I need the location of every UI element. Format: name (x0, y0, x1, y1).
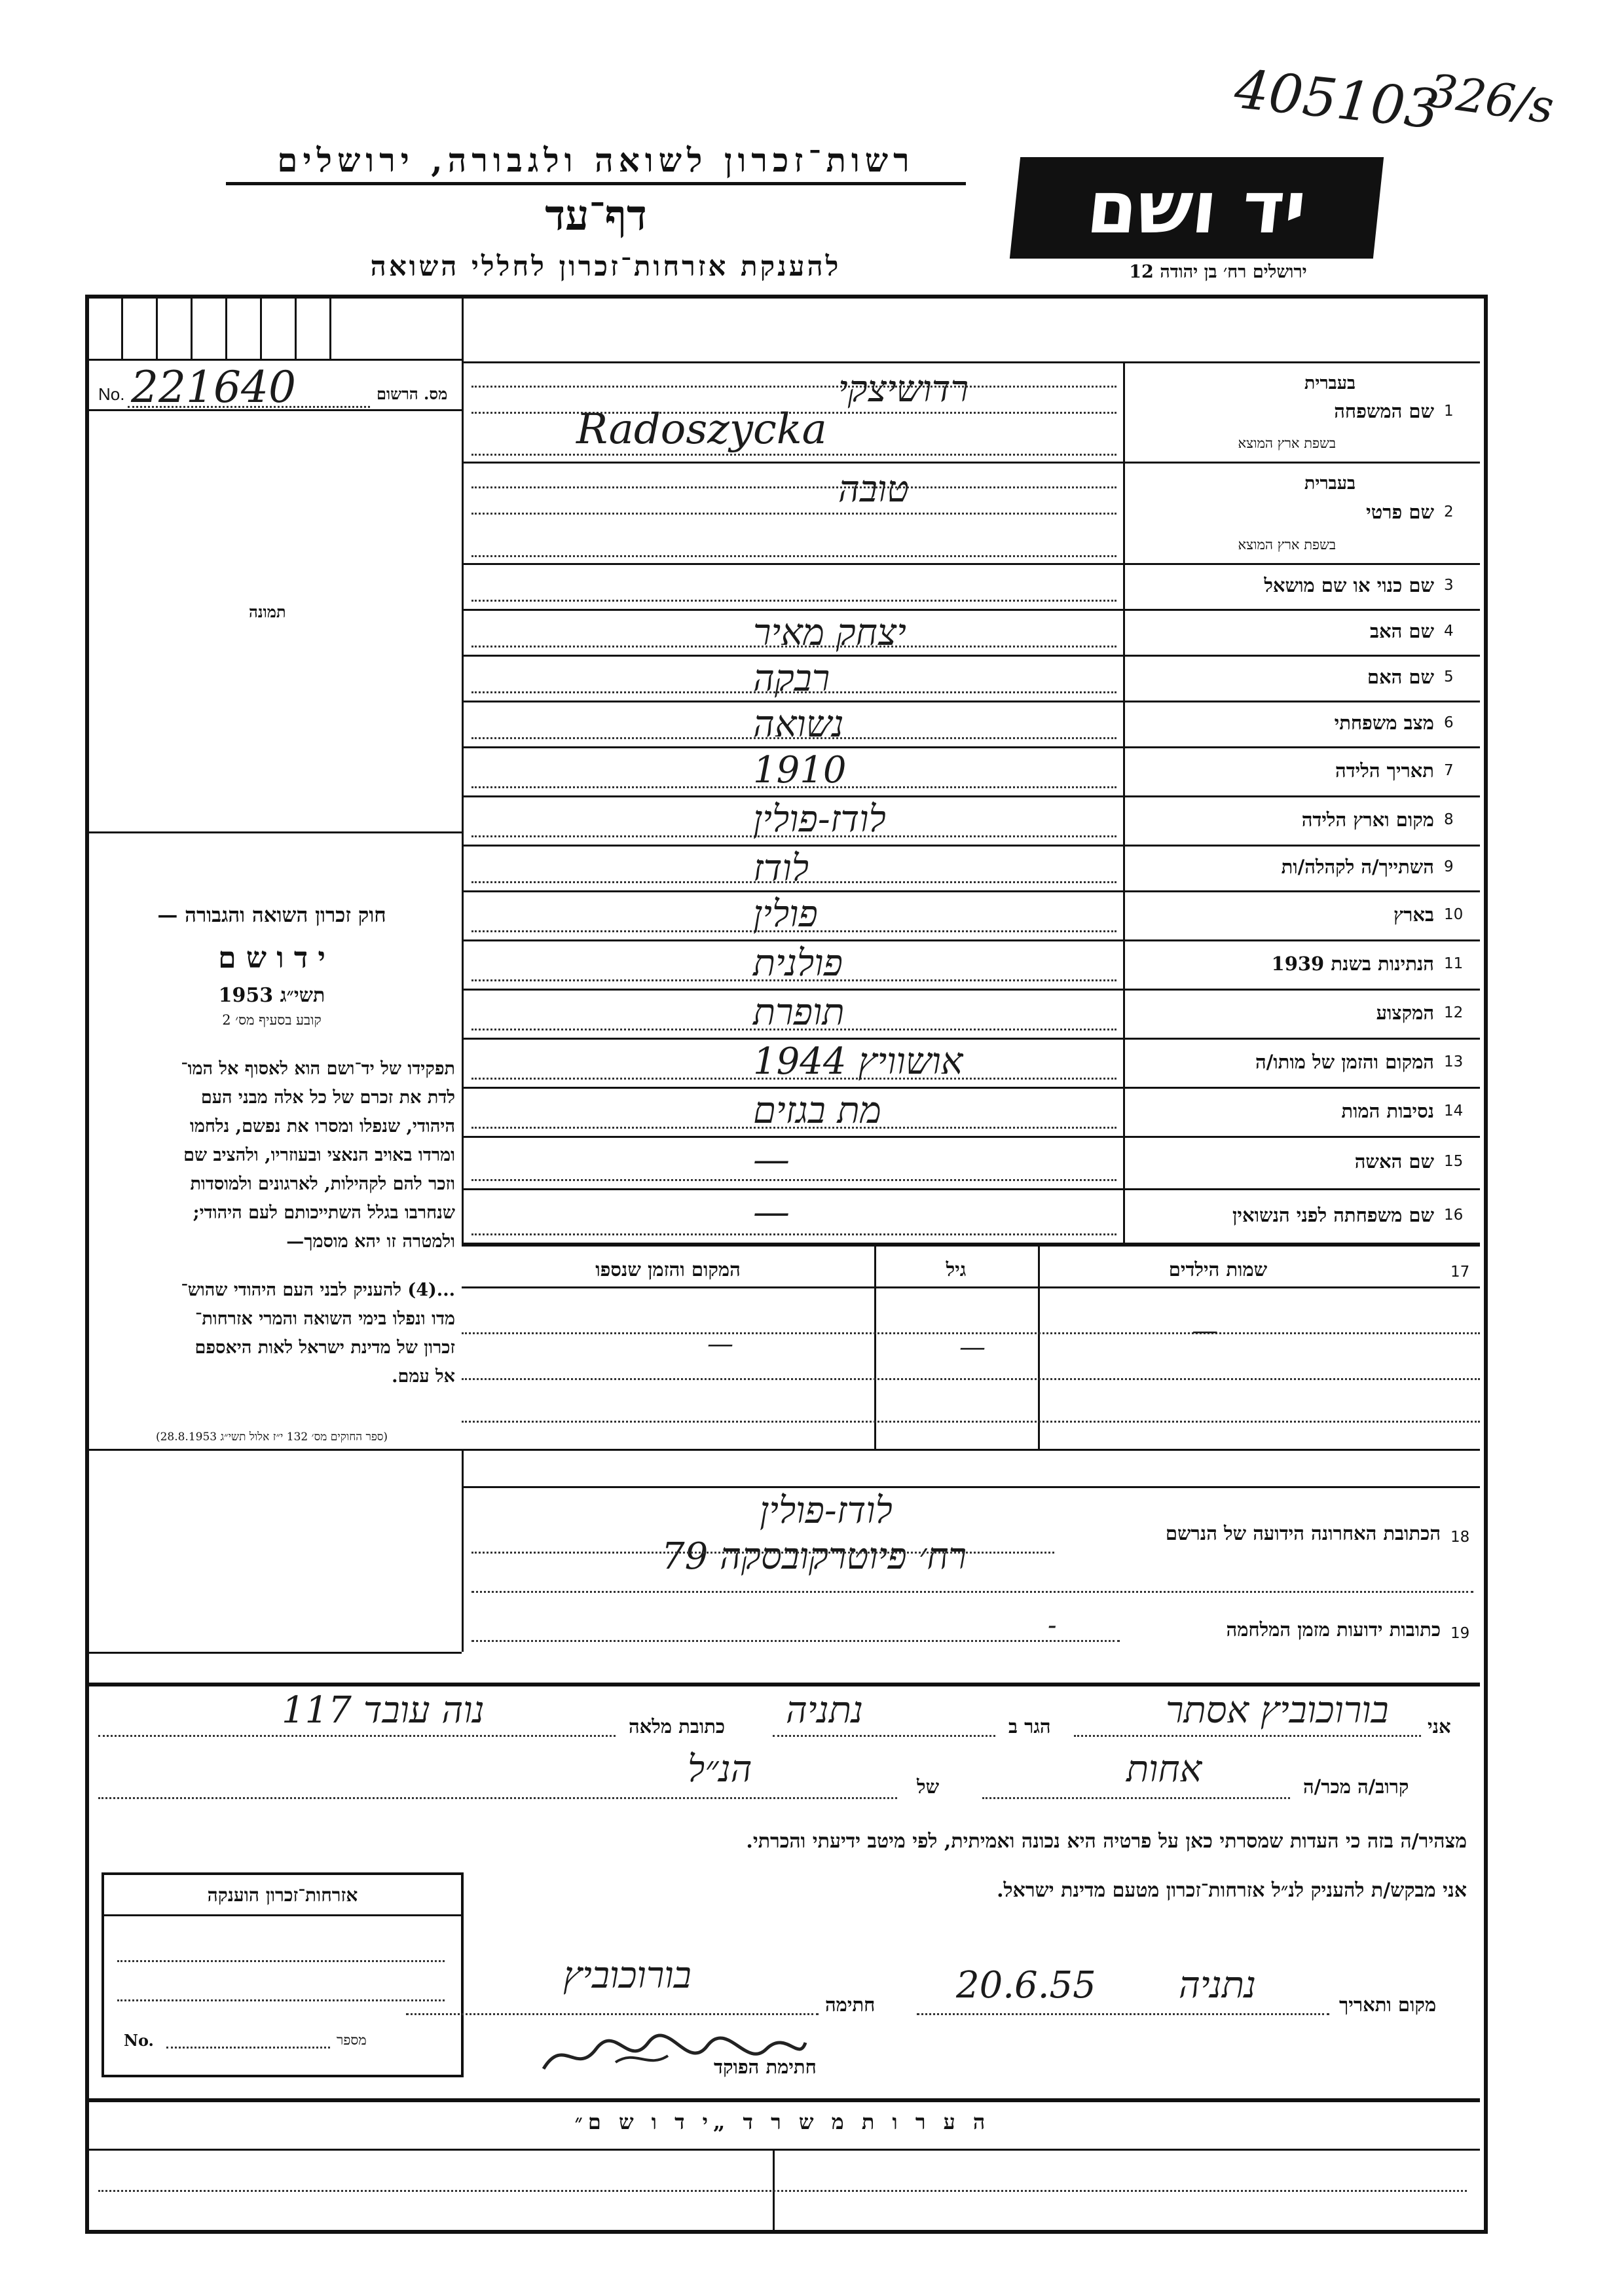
field-8-label: מקום וארץ הלידה (1301, 808, 1434, 831)
field-1-value-hebrew: רדושיצקי (838, 368, 969, 410)
field-row-separator (462, 1087, 1480, 1089)
law-line: שנחרבו בגלל השתייכותם לעם היהודי; (193, 1203, 455, 1223)
field-11-number: 11 (1444, 955, 1464, 972)
yad-vashem-logo (1010, 157, 1384, 259)
value-line (471, 1179, 1116, 1181)
field-2-number: 2 (1444, 503, 1454, 520)
field-11-value: פולנית (753, 942, 843, 985)
archive-number: 405103 (1231, 58, 1443, 142)
field-row-separator (462, 655, 1480, 657)
field-row-separator (462, 890, 1480, 892)
law-line: ומרדו באויב הנאצי ובעוזריו, ולהציב שם (183, 1145, 455, 1165)
field-14-value: מת בגזים (753, 1089, 881, 1132)
field-row-separator (462, 563, 1480, 565)
award-title: אזרחות־זכרון הוענקה (104, 1884, 461, 1916)
field-row-separator (462, 1188, 1480, 1190)
value-divider (471, 513, 1116, 515)
field-10-number: 10 (1444, 905, 1464, 923)
archive-suffix: 326/s (1424, 63, 1557, 135)
field-13-label: המקום והזמן של מותו/ה (1255, 1050, 1434, 1073)
field-12-number: 12 (1444, 1004, 1464, 1021)
declaration-place: נתניה (1179, 1964, 1257, 2007)
field-4-number: 4 (1444, 623, 1454, 640)
logo-address: ירושלים רח׳ בן יהודה 12 (1129, 262, 1307, 282)
registration-en-label: No. (98, 384, 125, 404)
field-5-label: שם האם (1367, 666, 1434, 688)
field-3-number: 3 (1444, 577, 1454, 594)
law-line: תפקידו של יד־ושם הוא לאסוף אל המו־ (181, 1059, 455, 1079)
children-header-place: המקום והזמן שנספו (595, 1258, 741, 1281)
field-18-line2: רח׳ פיוטרקובסקה 79 (661, 1535, 967, 1578)
signature-label: חתימה (825, 1994, 876, 2016)
field-14-number: 14 (1444, 1102, 1464, 1120)
field-3-label: שם כנוי או שם מושאל (1264, 574, 1434, 596)
field-row-separator (462, 989, 1480, 991)
field-5-value: רבקה (753, 657, 830, 700)
field-13-number: 13 (1444, 1053, 1464, 1070)
law-paragraph-2 (88, 1276, 455, 1391)
value-line (471, 1233, 1116, 1235)
field-row-separator (462, 939, 1480, 941)
field-15-value: — (753, 1139, 790, 1181)
child-name-dash: — (1192, 1316, 1218, 1346)
value-line (471, 386, 1116, 388)
field-row-separator (462, 609, 1480, 611)
children-header-names: שמות הילדים (1168, 1258, 1268, 1281)
field-1-sub-origin: בשפת ארץ המוצא (1238, 435, 1336, 451)
field-19-label: כתובות ידועות מזמן המלחמה (1226, 1618, 1441, 1641)
field-2-value-hebrew: טובה (838, 468, 909, 511)
field-row-separator (462, 746, 1480, 748)
declarant-city: נתניה (786, 1689, 864, 1732)
field-7-number: 7 (1444, 761, 1454, 779)
field-9-value: לודז (753, 847, 809, 890)
field-5-number: 5 (1444, 668, 1454, 685)
field-15-number: 15 (1444, 1153, 1464, 1170)
law-footnote: (ספר החוקים מס׳ 132 י״ז אלול תשי״ג 28.8.1953) (155, 1430, 388, 1444)
field-1-number: 1 (1444, 402, 1454, 420)
declarant-resides: הגר ב (1008, 1715, 1051, 1738)
law-line: מדו ונפלו בימי השואה והמרי אזרחות־ (194, 1309, 455, 1329)
office-notes-title: ה ע ר ו ת מ ש ר ד „י ד ו ש ם״ (574, 2109, 991, 2134)
law-line: ולמטרה זו יהא מוסמך— (286, 1231, 455, 1252)
field-12-label: המקצוע (1376, 1001, 1434, 1024)
field-19-dash: - (1048, 1611, 1057, 1641)
law-title: י ד ו ש ם (218, 941, 325, 975)
field-4-value: יצחק מאיר (753, 611, 906, 654)
request-text: אני מבקש/ת להעניק לנ״ל אזרחות־זכרון מטעם מדינת ישראל. (997, 1879, 1467, 1902)
field-16-value: — (753, 1191, 790, 1233)
law-section: קובע בסעיף מס׳ 2 (222, 1012, 322, 1028)
field-row-separator (462, 845, 1480, 847)
declarant-signature: בורוכוביץ (563, 1954, 692, 1997)
field-8-value: לודז-פולין (753, 798, 886, 841)
field-6-value: נשואה (753, 703, 844, 746)
field-row-separator (462, 462, 1480, 464)
award-no-label: No. (124, 2031, 154, 2050)
law-line: ...(4) להעניק לבני העם היהודי שהוש־ (181, 1280, 455, 1300)
law-box (88, 903, 455, 1444)
declarant-name: בורוכוביץ אסתר (1166, 1689, 1389, 1732)
field-1-sub-hebrew: בעברית (1304, 373, 1356, 393)
field-row-separator (462, 701, 1480, 702)
value-line (471, 555, 1116, 557)
declaration-text: מצהיר/ה בזה כי העדות שמסרתי כאן על פרטיה היא נכונה ואמיתית, לפי מיטב ידיעתי והכרתי. (746, 1830, 1467, 1853)
registration-he-label: מס. הרשום (377, 384, 448, 403)
law-line: אל עמם. (392, 1366, 455, 1387)
field-2-label: שם פרטי (1366, 500, 1434, 523)
award-box (101, 1872, 464, 2077)
field-8-number: 8 (1444, 811, 1454, 828)
law-heading: חוק זכרון השואה והגבורה — (157, 903, 386, 927)
photo-label: תמונה (249, 602, 286, 621)
field-16-label: שם משפחתה לפני הנשואין (1232, 1203, 1434, 1226)
field-7-label: תאריך הלידה (1335, 759, 1434, 782)
field-2-sub-hebrew: בעברית (1304, 473, 1356, 494)
law-year: תשי״ג 1953 (218, 984, 325, 1007)
value-line (471, 454, 1116, 456)
logo-text: יד ושם (1083, 166, 1310, 249)
registration-number-value: 221640 (131, 362, 296, 412)
child-place-dash: — (707, 1329, 733, 1359)
field-10-label: בארץ (1393, 903, 1434, 926)
officer-signature-label: חתימת הפוקד (714, 2056, 817, 2078)
field-14-label: נסיבות המות (1341, 1099, 1434, 1122)
field-row-separator (462, 795, 1480, 797)
field-9-label: השתייך/ה לקהלה/ות (1281, 856, 1434, 878)
field-11-label: הנתינות בשנת 1939 (1271, 952, 1434, 975)
field-17-number: 17 (1450, 1264, 1470, 1281)
law-line: זכרון של מדינת ישראל לאות היאספם (194, 1338, 455, 1358)
field-18-label: הכתובת האחרונה הידועה של הנרשם (1165, 1522, 1441, 1544)
field-18-number: 18 (1450, 1529, 1470, 1546)
form-title: דף־עד (545, 191, 647, 240)
declarant-relation: אחות (1126, 1748, 1202, 1791)
field-19-number: 19 (1450, 1625, 1470, 1642)
field-1-value-latin: Radoszycka (576, 405, 827, 454)
declaration-date: 20.6.55 (956, 1964, 1096, 2007)
declarant-full-address: נוה עובד 117 (282, 1689, 485, 1732)
child-age-dash: — (959, 1332, 986, 1362)
field-16-number: 16 (1444, 1206, 1464, 1224)
award-number-label: מספר (337, 2032, 367, 2048)
field-4-label: שם האב (1369, 620, 1434, 642)
field-9-number: 9 (1444, 858, 1454, 875)
law-line: לדת את זכרם של כל אלה מבני העם (200, 1087, 455, 1108)
field-6-label: מצב משפחתי (1334, 712, 1434, 734)
field-18-line1: לודז-פולין (760, 1489, 893, 1532)
relative-label: קרוב/ה מכר/ה (1303, 1776, 1409, 1798)
authority-title: רשות־זכרון לשואה ולגבורה, ירושלים (226, 141, 966, 185)
full-address-label: כתובת מלאה (629, 1715, 726, 1738)
children-header-age: גיל (946, 1258, 967, 1281)
field-row-separator (462, 1136, 1480, 1138)
field-1-label: שם המשפחה (1334, 399, 1434, 422)
field-13-value: אושוויץ 1944 (753, 1040, 963, 1083)
field-7-value: 1910 (753, 749, 847, 792)
field-12-value: תופרת (753, 991, 845, 1034)
value-line (471, 600, 1116, 602)
registration-number-row (98, 362, 452, 412)
law-paragraph-1 (88, 1055, 455, 1256)
of-value: הנ״ל (688, 1748, 752, 1791)
of-label: של (917, 1776, 940, 1798)
place-date-label: מקום ותאריך (1339, 1994, 1437, 2016)
form-subtitle: להענקת אזרחות־זכרון לחללי השואה (370, 250, 841, 282)
field-row-separator (462, 1038, 1480, 1040)
field-15-label: שם האשה (1354, 1150, 1434, 1173)
field-10-value: פולין (753, 893, 818, 936)
law-line: וזכר להם לקהילות, לארגונים ולמוסדות (190, 1174, 455, 1194)
field-6-number: 6 (1444, 714, 1454, 731)
declarant-ani: אני (1428, 1715, 1451, 1738)
law-line: היהודי, שנפלו ומסרו את נפשם, נלחמו (189, 1116, 455, 1137)
value-line (471, 486, 1116, 488)
field-2-sub-origin: בשפת ארץ המוצא (1238, 537, 1336, 553)
